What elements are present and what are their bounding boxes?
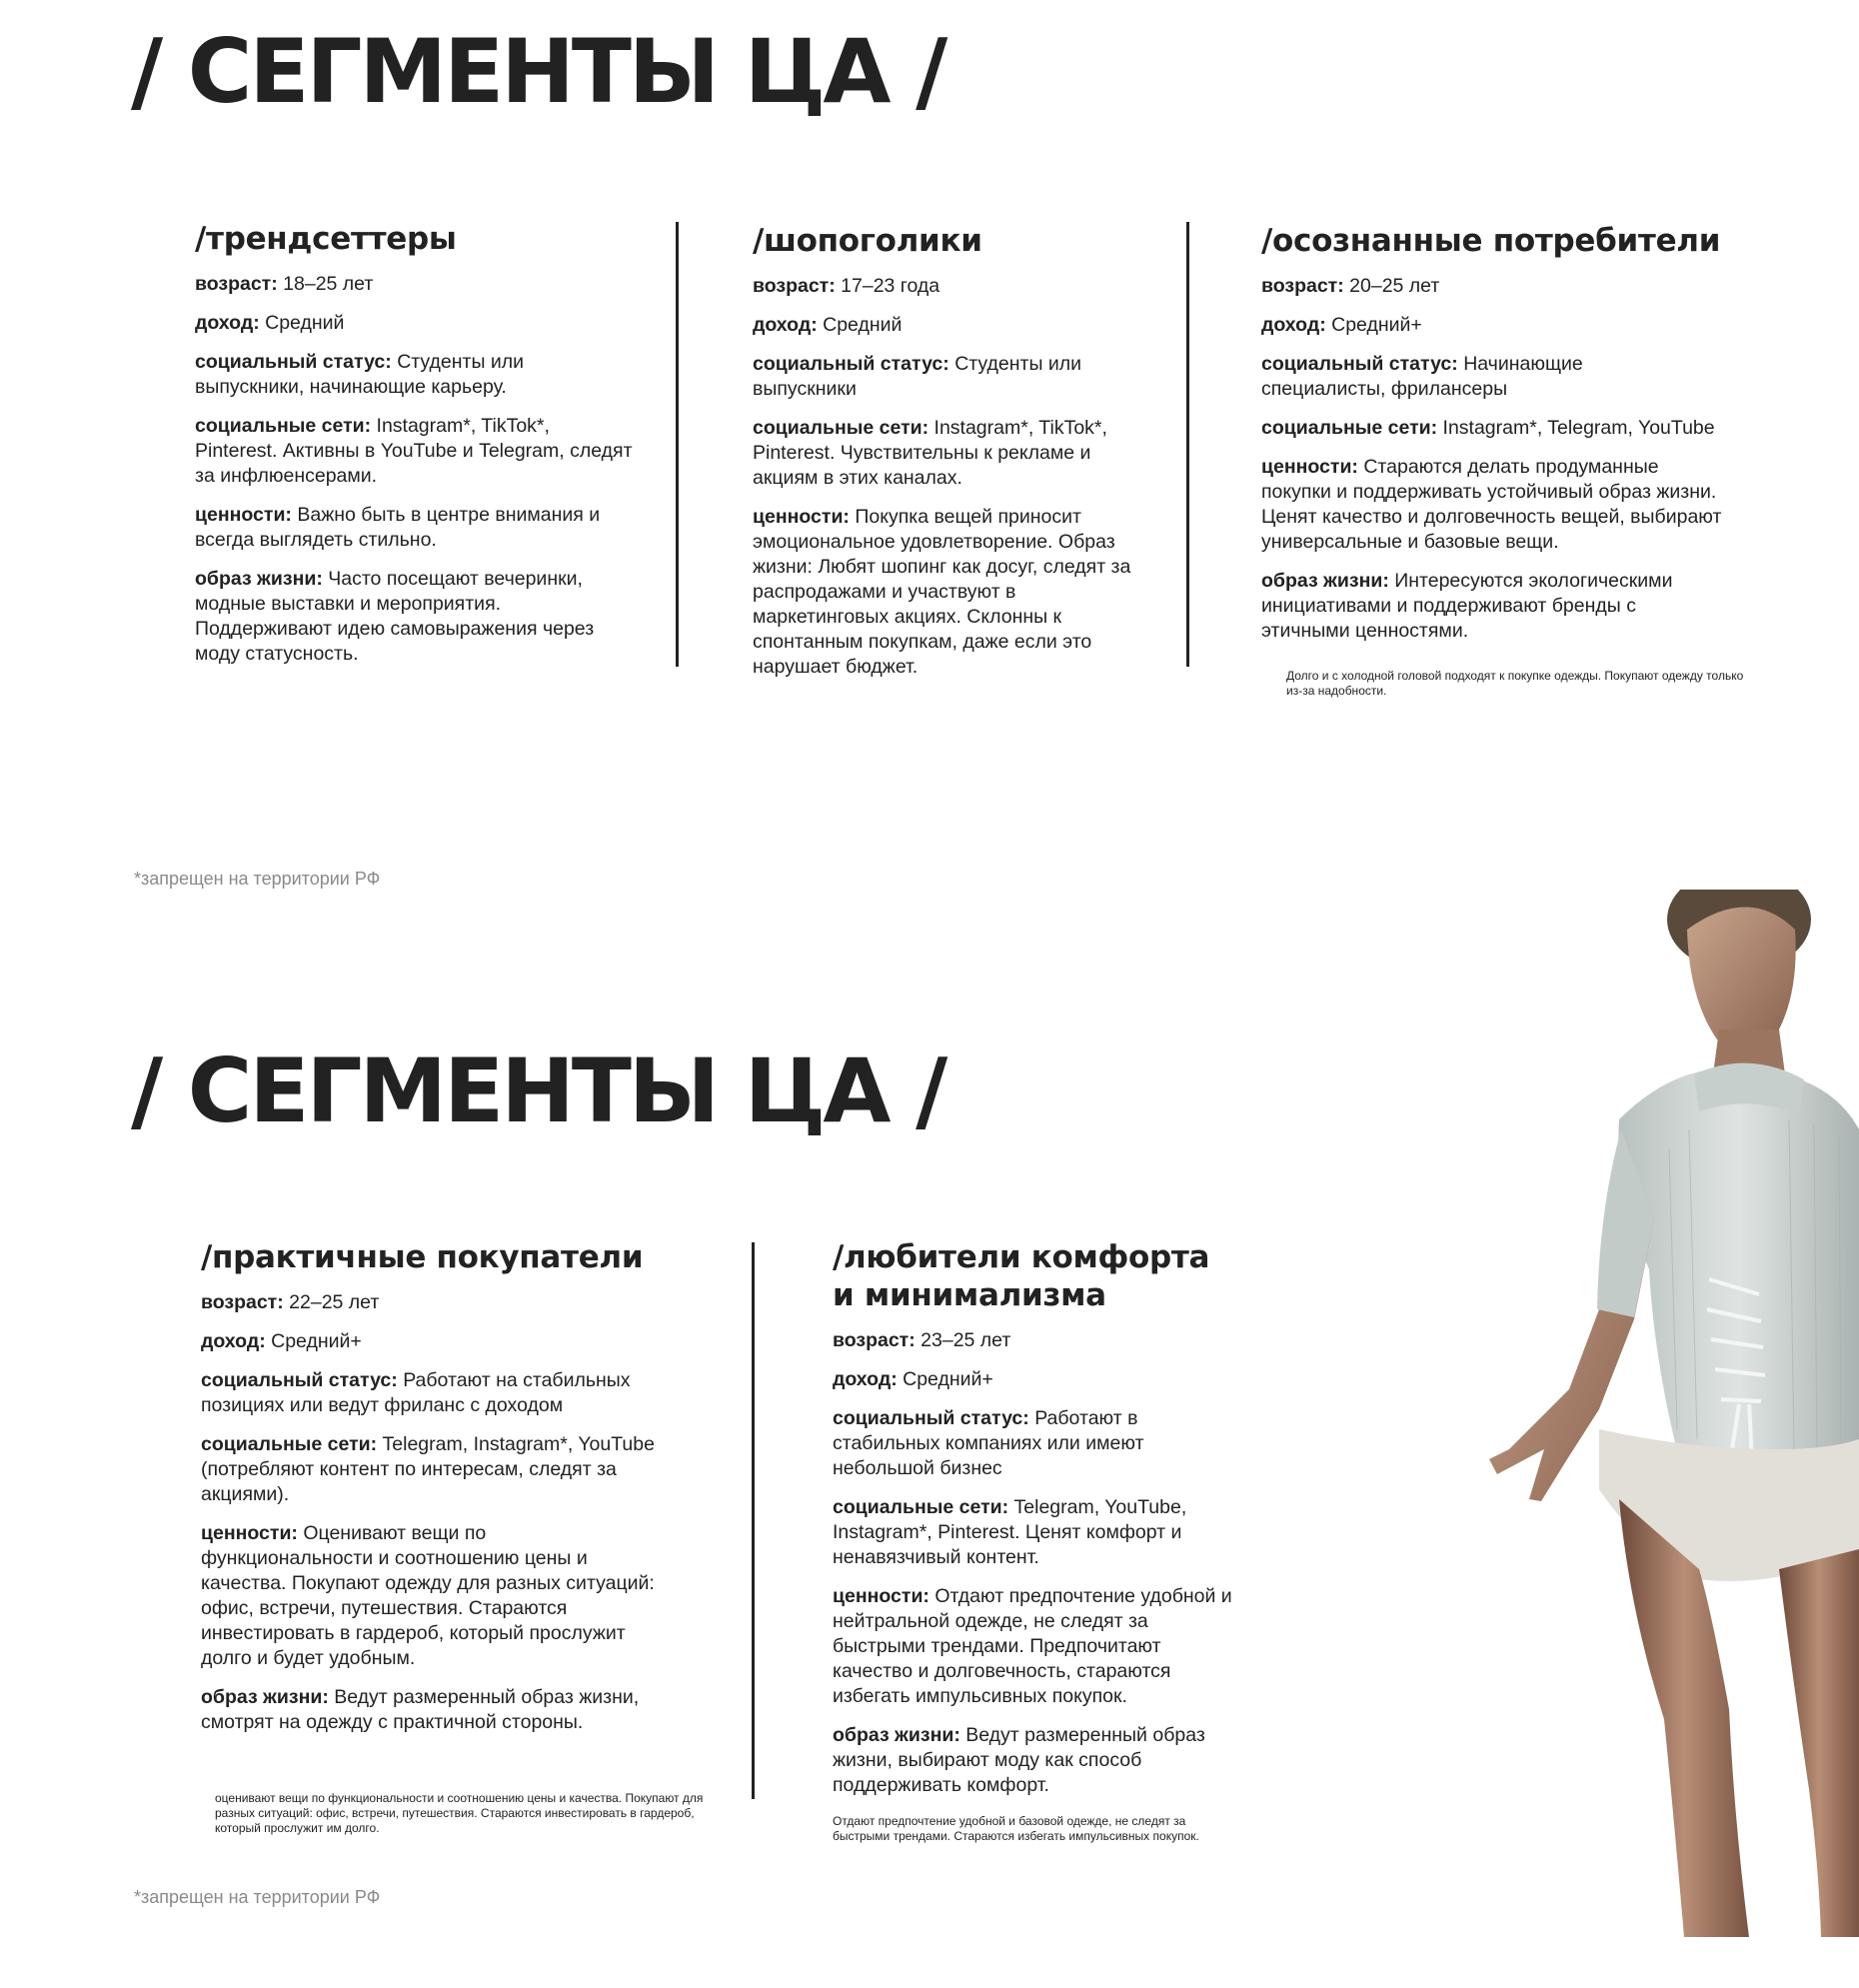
segment-conscious-consumers <box>1261 222 1761 658</box>
lifestyle-field: образ жизни: Ведут размеренный образ жизни, выбирают моду как способ поддерживать комфорт. <box>833 1724 1205 1796</box>
status-field: социальный статус: Студенты или выпускники <box>753 353 1082 400</box>
lifestyle-field: образ жизни: Ведут размеренный образ жизни, смотрят на одежду с практичной стороны. <box>201 1686 640 1733</box>
segment-trendsetters <box>195 220 635 681</box>
status-field: социальный статус: Работают на стабильных позициях или ведут фриланс с доходом <box>201 1369 631 1416</box>
status-field: социальный статус: Студенты или выпускники, начинающие карьеру. <box>195 351 525 398</box>
segment-note: Отдают предпочтение удобной и базовой одежде, не следят за быстрыми трендами. Стараются избегать импульсивных покупок. <box>833 1814 1199 1843</box>
segment-title: /практичные покупатели <box>201 1239 644 1275</box>
slide-segments-1 <box>0 0 1859 969</box>
status-field: социальный статус: Начинающие специалисты, фрилансеры <box>1261 353 1583 400</box>
income-field: доход: Средний+ <box>1261 314 1422 336</box>
segment-title: /осознанные потребители <box>1261 223 1721 259</box>
lifestyle-field: образ жизни: Часто посещают вечеринки, модные выставки и мероприятия. Поддерживают идею самовыражения через моду статусность. <box>195 568 595 665</box>
values-field: ценности: Отдают предпочтение удобной и нейтральной одежде, не следят за быстрыми трендами. Предпочитают качество и долговечность, стараются избегать импульсивных покупок. <box>833 1585 1232 1707</box>
slide-title: / СЕГМЕНТЫ ЦА / <box>131 1039 945 1142</box>
age-field: возраст: 20–25 лет <box>1261 275 1440 297</box>
slide-title: / СЕГМЕНТЫ ЦА / <box>131 20 945 123</box>
footnote: *запрещен на территории РФ <box>134 869 381 889</box>
age-field: возраст: 18–25 лет <box>195 273 374 295</box>
age-field: возраст: 17–23 года <box>753 275 940 297</box>
segment-practical-buyers <box>201 1238 681 1749</box>
segment-comfort-minimalism <box>833 1238 1252 1812</box>
age-field: возраст: 23–25 лет <box>833 1329 1011 1351</box>
social-field: социальные сети: Instagram*, TikTok*, Pinterest. Активны в YouTube и Telegram, следят за инфлюенсерами. <box>195 415 633 487</box>
income-field: доход: Средний <box>753 314 903 336</box>
footnote: *запрещен на территории РФ <box>134 1887 381 1907</box>
segment-title: /трендсеттеры <box>195 221 457 257</box>
income-field: доход: Средний+ <box>833 1368 993 1390</box>
segment-note: оценивают вещи по функциональности и соотношению цены и качества. Покупают для разных ситуаций: офис, встречи, путешествия. Стараются инвестировать в гардероб, который прослужит им долго. <box>215 1791 704 1835</box>
lifestyle-field: образ жизни: Интересуются экологическими инициативами и поддерживают бренды с этичными ценностями. <box>1261 570 1673 642</box>
column-divider <box>1186 222 1189 667</box>
status-field: социальный статус: Работают в стабильных компаниях или имеют небольшой бизнес <box>833 1407 1144 1479</box>
values-field: ценности: Оценивают вещи по функциональности и соотношению цены и качества. Покупают одежду для разных ситуаций: офис, встречи, путешествия. Стараются инвестировать в гардероб, который прослужит долго и будет удобным. <box>201 1522 655 1669</box>
segment-note: Долго и с холодной головой подходят к покупке одежды. Покупают одежду только из-за надобности. <box>1286 669 1744 698</box>
segment-title: /шопоголики <box>753 223 982 259</box>
values-field: ценности: Покупка вещей приносит эмоциональное удовлетворение. Образ жизни: Любят шопинг как досуг, следят за распродажами и участвуют в маркетинговых акциях. Склонны к спонтанным покупкам, даже если это нарушает бюджет. <box>753 506 1131 678</box>
segment-shopaholics <box>753 222 1132 694</box>
social-field: социальные сети: Instagram*, TikTok*, Pinterest. Чувствительны к рекламе и акциям в этих каналах. <box>753 417 1107 489</box>
column-divider <box>676 222 679 667</box>
social-field: социальные сети: Telegram, Instagram*, YouTube (потребляют контент по интересам, следят за акциями). <box>201 1433 655 1505</box>
values-field: ценности: Стараются делать продуманные покупки и поддерживать устойчивый образ жизни. Ценят качество и долговечность вещей, выбирают универсальные и базовые вещи. <box>1261 456 1722 553</box>
age-field: возраст: 22–25 лет <box>201 1291 380 1313</box>
values-field: ценности: Важно быть в центре внимания и всегда выглядеть стильно. <box>195 504 601 551</box>
social-field: социальные сети: Instagram*, Telegram, YouTube <box>1261 417 1715 439</box>
model-photo <box>1449 890 1859 1937</box>
social-field: социальные сети: Telegram, YouTube, Instagram*, Pinterest. Ценят комфорт и ненавязчивый контент. <box>833 1496 1187 1568</box>
segment-title: /любители комфорта и минимализма <box>833 1239 1210 1313</box>
column-divider <box>752 1242 755 1799</box>
income-field: доход: Средний <box>195 312 345 334</box>
income-field: доход: Средний+ <box>201 1330 362 1352</box>
